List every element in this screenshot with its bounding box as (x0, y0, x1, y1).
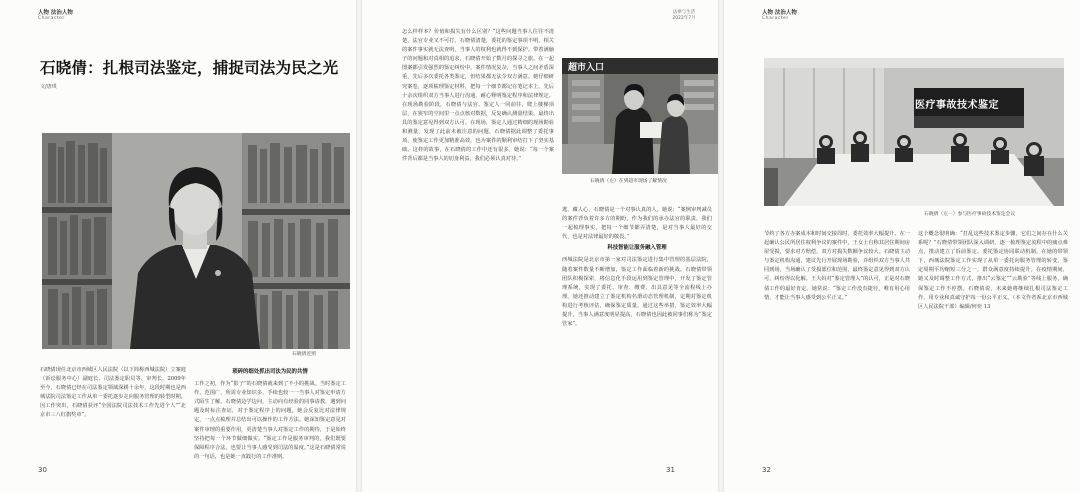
store-entrance-sign: 超市入口 (568, 63, 605, 73)
supermarket-photo (562, 58, 718, 174)
page-number: 31 (666, 466, 675, 474)
supermarket-caption: 石晓倩（左）在到超市现场了解情况 (590, 179, 667, 184)
body-text: 这个概念很明确：“打乱这些技术鉴定步骤，它们之间存在什么关系呢？”石晓倩带领团队深入调研，逐一梳理鉴定流程中的痛点难点，推动建立了诉前鉴定、委托鉴定协同联动机制。在她的带领下，西城法院鉴定工作实现了从单一委托向服务管理的转变，鉴定周期平均缩短三分之一，群众满意度持续提升。在疫情期间，她又及时调整工作方式，推出“云鉴定”“云勘验”等线上服务，确保鉴定工作不停摆。石晓倩说，未来她将继续扎根司法鉴定工作，用专业和真诚守护每一份公平正义。（本文作者系北京市西城区人民法院干部）编辑/何奕 13 (918, 231, 1068, 310)
portrait-caption: 石晓倩近照 (292, 352, 316, 357)
body-column-1 (764, 230, 910, 468)
page-number: 32 (762, 466, 771, 474)
meeting-caption: 石晓倩（左一）参与医疗事故技术鉴定会议 (924, 212, 1016, 217)
section-header-title: 人物 法治人物 (38, 10, 73, 16)
section-header (762, 10, 797, 22)
body-column-2 (194, 366, 346, 466)
section-subhead: 科技智能让服务融入管理 (607, 245, 667, 252)
meeting-photo (764, 58, 1064, 206)
body-text: 石晓倩现任北京市西城区人民法院（以下简称西城法院）立案庭（诉讼服务中心）副庭长、司法鉴定职员等、审判长。2009年至今，石晓倩已经在司法鉴定领域深耕十余年，这段时期也是西城法院司法鉴定工作从单一委托逐步走向服务管理的转型时期。因工作突出，石晓倩获评“全国法院司法技术工作先进个人”“北京市三八红旗奖章”。 (40, 367, 186, 419)
section-header-sub: Character (38, 16, 65, 21)
masthead-issue: 2022年7月 (672, 16, 696, 21)
body-column-2 (562, 206, 712, 468)
body-text: 工作之初，作为“影子”的石晓倩就来到了不小的挑战。当时鉴定工作，范围广、所需专业知识多，手续也较一一当事人对鉴定申请方式陌生了解。石晓倩边学边问，主动向有经验的同事请教，遇到问题及时标注查证，对于鉴定程序上的问题，她会反复比对法律规定，一点点梳理并总结出可以操作的工作方法。她深知鉴定意见对案件审理的重要作用，更清楚当事人对鉴定工作的期待，于是始终坚持把每一个环节做细做实。“鉴定工作是服务审判的，我们既要保障程序合法，也要让当事人感受到司法的温度。”这是石晓倩常说的一句话，也是她一直践行的工作准则。 (194, 381, 346, 460)
body-text: 逃、藏人心，石晓倩是一个对事认真的人。她说：“案例审判减员的案件背负着许多方的期盼，作为我们的承办法官的职责，我们一起梳理事实，把每一个细节都弄清楚，是对当事人最好的交代，也是对法律最好的敬畏。” (562, 207, 712, 241)
portrait-photo-image (42, 133, 350, 349)
body-text: 怎么样样本？价值和损失有什么区别？“这些问题当事人往往不清楚，法官专业又不可打。石晓倩清楚，委托的鉴定事项不明，相关的案件事实就无法查明，当事人的权利也就得不到保护。带着满脑子的问题和对真相的追求，石晓倩开始了数月的探寻之旅。在一起图案都引发强烈的鉴定纠纷中，案件情况复杂，当事人之间矛盾深重，先后多次委托各类鉴定，但结果都无法令双方满意。她仔细研究案卷，逐项梳理鉴定材料，把每一个细节都记在笔记本上，先后十余次组织双方当事人进行沟通，耐心释明鉴定程序和法律规定。在现场勘验阶段，石晓倩与法官、鉴定人一同前往，爬上楼梯顶层，在狭窄的空间里一点点核对数据，反复确认测量结果，最终出具的鉴定意见得到双方认可。在现场，鉴定人通过精细的现场勘验和测量，发现了此前未被注意的问题，石晓倩据此调整了委托事项，使鉴定工作更加精准高效，也为案件的顺利审结打下了坚实基础。这样的故事，在石晓倩的工作中还有很多。她说：“每一个案件背后都是当事人的切身利益，我们必须认真对待。” (402, 29, 554, 163)
page-30 (0, 0, 356, 492)
section-header-sub: Character (762, 16, 789, 21)
portrait-photo (42, 133, 350, 349)
meeting-room-sign: 医疗事故技术鉴定 (915, 100, 999, 111)
meeting-photo-image (764, 58, 1064, 206)
section-header (38, 10, 73, 22)
article-title: 石晓倩：扎根司法鉴定，捕捉司法为民之光 (40, 58, 339, 77)
section-subhead: 琐碎的细处抓出司法为民的共情 (232, 369, 308, 375)
body-text: 节约了各方办案成本和时间交接周时，委托效率大幅提升。在一起确认公民所居住权利争议的案件中，王女士自称其居住期间房屋受损，要求对方赔偿，双方对损失数额争议较大。石晓倩主动与鉴定机构沟通，建议先行开展现场勘验，并组织双方当事人共同到场，当场确认了受损部位和范围，最终鉴定意见得到双方认可，纠纷得以化解。王大妈对“鉴定管理人”的认可，正是对石晓倩工作的最好肯定。她常说：“鉴定工作没有捷径，唯有用心用情，才能让当事人感受到公平正义。” (764, 231, 910, 301)
body-column-1 (402, 28, 554, 468)
section-header-title: 人物 法治人物 (762, 10, 797, 16)
article-byline: 文/唐琪 (40, 84, 57, 90)
page-32 (724, 0, 1080, 492)
body-column-2 (918, 230, 1068, 462)
masthead (654, 10, 714, 22)
supermarket-photo-image (562, 58, 718, 174)
page-31 (362, 0, 718, 492)
page-number: 30 (38, 466, 47, 474)
masthead-title: 法律与生活 (672, 10, 696, 15)
body-text: 西城法院是北京市第一家对司法鉴定进行集中管理的基层法院，随着案件数量不断增加，鉴定工作面临着新的挑战。石晓倩带领团队积极探索，将信息化手段运用到鉴定管理中，开发了鉴定管理系统，实现了委托、审查、缴费、出具意见等全流程线上办理。她还推动建立了鉴定机构名册动态管理机制，定期对鉴定机构进行考核评估，确保鉴定质量。通过这些举措，鉴定效率大幅提升，当事人满意度明显提高，石晓倩也因此被同事们称为“鉴定管家”。 (562, 257, 712, 328)
body-column-1 (40, 366, 186, 466)
